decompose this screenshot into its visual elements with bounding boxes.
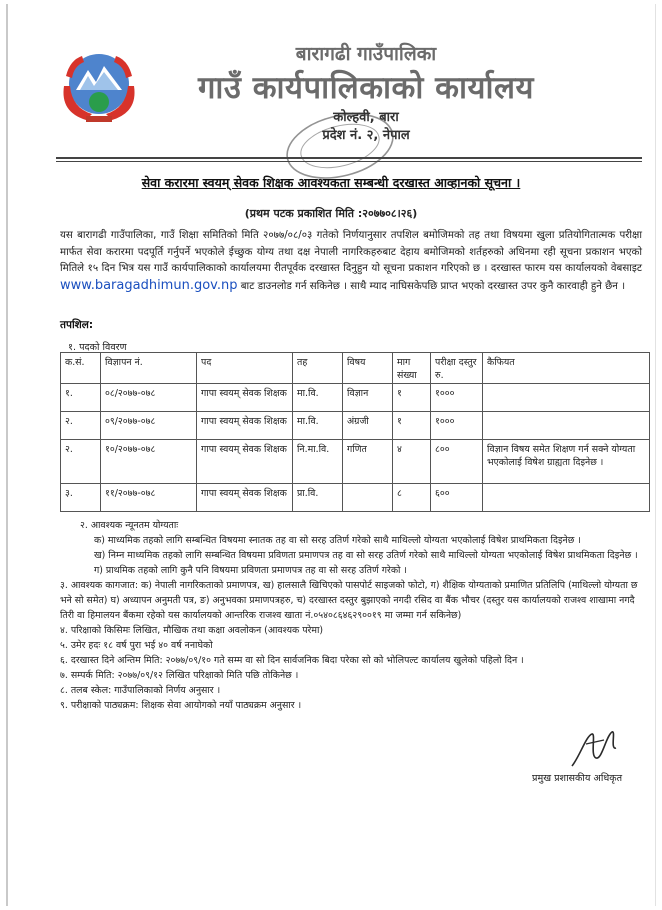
table-cell [343,484,393,512]
table-cell: विज्ञान विषय समेत शिक्षण गर्न सक्ने योग्यता भएकोलाई विषेश ग्राह्यता दिइनेछ । [483,440,650,484]
province-line: प्रदेश नं. २, नेपाल [322,128,410,143]
qualification-lower-secondary: ख) निम्न माध्यमिक तहको लागि सम्बन्धित विषयमा प्रविणता प्रमाणपत्र तह वा सो सरह उतिर्ण गरेको साथै माथिल्लो योग्यता भएकोलाई विषेश प्राथमिकता दिइनेछ । [94,550,638,561]
table-row [61,412,650,440]
table-cell: मा.वि. [293,384,343,412]
table-cell: ११/२०७७-०७८ [101,484,197,512]
col-header: तह [293,353,343,384]
table-row [61,384,650,412]
notice-body-part2: बाट डाउनलोड गर्न सकिनेछ । साथै म्याद नाघिसकेपछि प्राप्त भएको दरखास्त उपर कुनै कारवाही हुने छैन । [240,280,626,292]
table-header-row [61,353,650,384]
table-cell: गापा स्वयम् सेवक शिक्षक [197,484,293,512]
table-cell: नि.मा.वि. [293,440,343,484]
table-cell: ८ [393,484,431,512]
table-cell: ०९/२०७७-०७८ [101,412,197,440]
table-cell: १०/२०७७-०७८ [101,440,197,484]
table-cell: २. [61,412,101,440]
signature-icon [566,726,622,772]
table-cell: अंग्रजी [343,412,393,440]
table-cell: ६०० [431,484,483,512]
application-deadline: ६. दरखास्त दिने अन्तिम मिति: २०७७/०९/१० गते सम्म वा सो दिन सार्वजनिक बिदा परेका सो को भोलिपल्ट कार्यालय खुलेको पहिलो दिन । [60,655,524,666]
col-header: विज्ञापन नं. [101,353,197,384]
table-cell: १००० [431,412,483,440]
details-heading: तपशिल: [60,319,94,331]
contact-date: ७. सम्पर्क मिति: २०७७/०९/१२ लिखित परिक्षाको मिति पछि तोकिनेछ । [60,670,299,681]
qualification-secondary: क) माध्यमिक तहको लागि सम्बन्धित विषयमा स्नातक तह वा सो सरह उतिर्ण गरेको साथै माथिल्लो योग्यता भएकोलाई विषेश प्राथमिकता दिइनेछ । [94,535,581,546]
table-cell: १ [393,384,431,412]
notice-body-part1: यस बारागढी गाउँपालिका, गाउँ शिक्षा समितिको मिति २०७७/०८/०३ गतेको निर्णयानुसार तपशिल बमोजिमको तह तथा विषयमा खुला प्रतियोगितात्मक परीक्षा मार्फत सेवा करारमा पदपूर्ति गर्नुपर्ने भएकोले ईच्छुक योग्य तथा दक्ष नेपाली नागरिकहरुबाट देहाय बमोजिमको शर्तहरुको अधिनमा रही सूचना प्रकाशन भएको मितिले १५ दिन भित्र यस गाउँ कार्यपालिकाको कार्यालयमा रीतपूर्वक दरखास्त दिनुहुन यो सूचना प्रकाशन गरिएको छ । दरखास्त फारम यस कार्यालयको वेबसाइट [60,230,642,274]
table-cell: मा.वि. [293,412,343,440]
table-cell: गापा स्वयम् सेवक शिक्षक [197,412,293,440]
table-cell: १००० [431,384,483,412]
conditions-list [60,518,648,713]
col-header: पद [197,353,293,384]
table-row [61,440,650,484]
table-cell: २. [61,440,101,484]
qualification-primary: ग) प्राथमिक तहको लागि कुनै पनि विषयमा प्रविणता प्रमाणपत्र तह वा सो सरह उतिर्ण गरेको । [94,565,407,576]
notice-body [60,228,642,295]
signatory-title: प्रमुख प्रशासकीय अधिकृत [532,773,623,784]
exam-type: ४. परिक्षाको किसिमः लिखित, मौखिक तथा कक्षा अवलोकन (आवश्यक परेमा) [60,625,324,636]
table-cell: ८०० [431,440,483,484]
municipality-name: बारागढी गाउँपालिका [295,43,437,65]
publication-date: (प्रथम पटक प्रकाशित मिति :२०७७०८।२६) [244,207,418,220]
section1-label: १. पदको विवरण [68,342,127,353]
table-cell [483,384,650,412]
col-header: विषय [343,353,393,384]
table-cell: ३. [61,484,101,512]
table-cell: ४ [393,440,431,484]
table-cell [483,412,650,440]
table-cell: ०८/२०७७-०७८ [101,384,197,412]
website-link[interactable]: www.baragadhimun.gov.np [60,277,238,293]
col-header: कैफियत [483,353,650,384]
table-cell: गापा स्वयम् सेवक शिक्षक [197,384,293,412]
table-cell: गणित [343,440,393,484]
office-name: गाउँ कार्यपालिकाको कार्यालय [197,70,535,106]
header-rule-thick [56,157,642,159]
table-cell: गापा स्वयम् सेवक शिक्षक [197,440,293,484]
table-cell: १. [61,384,101,412]
qualification-heading: २. आवश्यक न्यूनतम योग्यताः [80,520,179,531]
notice-title: सेवा करारमा स्वयम् सेवक शिक्षक आवश्यकता सम्बन्धी दरखास्त आव्हानको सूचना । [141,175,521,190]
col-header: परीक्षा दस्तुर रु. [431,353,483,384]
exam-syllabus: ९. परीक्षाको पाठ्यक्रम: शिक्षक सेवा आयोगको नयाँ पाठ्यक्रम अनुसार । [60,700,302,711]
salary-scale: ८. तलब स्केल: गाउँपालिकाको निर्णय अनुसार । [60,685,221,696]
header-rule-thin [56,161,642,162]
age-limit: ५. उमेर हदः १८ वर्ष पुरा भई ४० वर्ष ननाघेको [60,640,213,651]
col-header: क.सं. [61,353,101,384]
table-row [61,484,650,512]
address-line: कोल्हवी, बारा [333,110,399,125]
table-cell [483,484,650,512]
table-cell: विज्ञान [343,384,393,412]
col-header: माग संख्या [393,353,431,384]
post-details-table [60,352,650,512]
required-documents: ३. आवश्यक कागजात: क) नेपाली नागरिकताको प्रमाणपत्र, ख) हालसालै खिचिएको पासपोर्ट साइजको फोटो, ग) शैक्षिक योग्यताको प्रमाणित प्रतिलिपि (माथिल्लो योग्यता छ भने सो समेत) घ) अध्यापन अनुमती पत्र, ङ) अनुभवका प्रमाणपत्रहरु, च) दरखास्त दस्तुर बुझाएको नगदी रसिद वा बैंक भौचर (दस्तुर यस कार्यालयको राजश्व शाखामा नगदै तिरी वा हिमालयन बैंकमा रहेको यस कार्यालयको आन्तरिक राजश्व खाता नं.०५४०८६४६२९००१९ मा जम्मा गर्न सकिनेछ) [60,580,638,621]
table-cell: प्रा.वि. [293,484,343,512]
table-cell: १ [393,412,431,440]
